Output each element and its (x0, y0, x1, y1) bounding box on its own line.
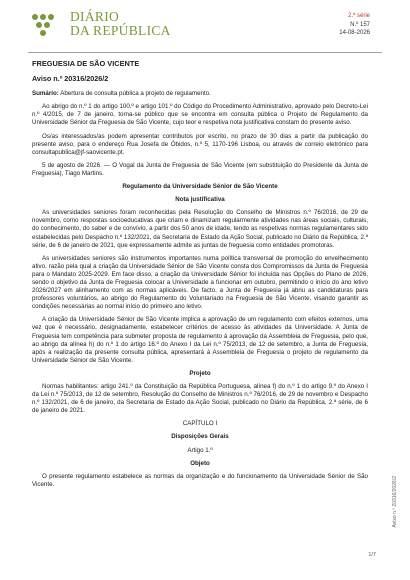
brand-line-2: DA REPÚBLICA (70, 23, 171, 38)
sumario (32, 90, 368, 98)
projeto-title: Projeto (189, 369, 211, 377)
disposicoes-title: Disposições Gerais (171, 433, 229, 441)
issue-number: N.º 157 (350, 21, 370, 28)
aviso-title: Aviso n.º 20316/2026/2 (32, 74, 109, 84)
page-header (0, 0, 410, 48)
serie-label: 2.ª série (348, 13, 370, 19)
page-number: 1/7 (368, 552, 376, 558)
republica-logo-icon (32, 12, 66, 38)
entity-title: FREGUESIA DE SÃO VICENTE (32, 59, 140, 68)
sumario-text: Abertura de consulta pública a projeto de regulamento. (58, 90, 211, 98)
nota-paragraph-2: As universidades seniores são instrumentos importantes numa política transversal de promoção do envelhecimento ativo, razão pela qual a criação da Universidade Sénior de São Vicente consta dos Compromissos da Junta de Freguesia para o Mandato 2025-2029. Em face disso, a criação da Universidade Sénior foi incluída nas Opções do Plano de 2026, sendo o objetivo da Junta de Freguesia colocar a Universidade a funcionar em outubro, permitindo o início do ano letivo 2026/2027 em alinhamento com as normas aplicáveis. De facto, a Junta de Freguesia já abriu as candidaturas para professores voluntários, ao abrigo do Regulamento do Voluntariado na Freguesia de São Vicente, visando garantir as condições necessárias ao normal início do primeiro ano letivo. (32, 254, 368, 311)
brand-title (70, 10, 171, 38)
header-rule (28, 52, 382, 53)
sumario-label: Sumário: (32, 90, 59, 98)
artigo-label: Artigo 1.º (187, 446, 213, 454)
nota-paragraph-1: As universidades seniores foram reconhecidas pela Resolução do Conselho de Ministros n.º 76/2016, de 29 de novembro, como respostas socioeducativas que criam e dinamizam regularmente atividades nas áreas sociais, culturais, do conhecimento, do saber e de convívio, a partir dos 50 anos de idade, tendo as respetivas normas regulamentares sido estabelecidas pelo Despacho n.º 132/2021, da Secretaria de Estado da Ação Social, publicado no Diário da República, 2.ª série, de 6 de janeiro de 2021, que expressamente admite as juntas de freguesia como entidades promotoras. (32, 209, 368, 249)
document-body (32, 60, 368, 494)
paragraph-1: Ao abrigo do n.º 1 do artigo 100.º e artigo 101.º do Código do Procedimento Administrativo, aprovado pelo Decreto-Lei n.º 4/2015, de 7 de janeiro, torna-se público que se encontra em consulta pública o Projeto de Regulamento da Universidade Sénior da Freguesia de São Vicente, cujo teor e respetiva nota justificativa constam do presente aviso. (32, 103, 368, 127)
brand-line-1: DIÁRIO (70, 9, 120, 24)
issue-date: 14-08-2026 (339, 30, 370, 36)
paragraph-2: Os/as interessados/as podem apresentar contributos por escrito, no prazo de 30 dias a partir da publicação do presente aviso, para o endereço Rua Josefa de Óbidos, n.º 5, 1170-196 Lisboa, ou através de correio eletrónico para consultapublica@jf-saovicente.pt. (32, 132, 368, 156)
objeto-title: Objeto (190, 459, 210, 467)
regulation-title: Regulamento da Universidade Sénior de São Vicente (122, 183, 278, 191)
nota-title: Nota justificativa (175, 196, 225, 204)
capitulo-label: CAPÍTULO I (182, 420, 218, 428)
side-reference: Aviso n.º 20316/2026/2 (392, 476, 398, 528)
issue-meta (339, 12, 370, 38)
projeto-paragraph: Normas habilitantes: artigo 241.º da Constituição da República Portuguesa, alínea f) do n.º 1 do artigo 9.º do Anexo I da Lei n.º 75/2013, de 12 de setembro, Resolução do Conselho de Ministros n.º 76/2016, de 29 de novembro e Despacho n.º 132/2021, de 6 de janeiro, da Secretaria de Estado da Ação Social, publicado no Diário da República, 2.ª série, de 6 de janeiro de 2021. (32, 383, 368, 415)
nota-paragraph-3: A criação da Universidade Sénior de São Vicente implica a aprovação de um regulamento com efeitos externos, uma vez que é necessário, designadamente, estabelecer critérios de acesso às atividades da Universidade. A Junta de Freguesia tem competência para submeter proposta de regulamento à aprovação da Assembleia de Freguesia, pelo que, ao abrigo da alínea h) do n.º 1 do artigo 16.º do Anexo I da Lei n.º 75/2013, de 12 de setembro, a Junta de Freguesia, após a realização da presente consulta pública, apresentará à Assembleia de Freguesia o projeto de regulamento da Universidade Sénior de São Vicente. (32, 316, 368, 364)
paragraph-3: 5 de agosto de 2026. — O Vogal da Junta de Freguesia de São Vicente (em substituição do Presidente da Junta de Freguesia), Tiago Martins. (32, 161, 368, 177)
artigo-paragraph: O presente regulamento estabelece as normas da organização e do funcionamento da Universidade Sénior de São Vicente. (32, 472, 368, 488)
